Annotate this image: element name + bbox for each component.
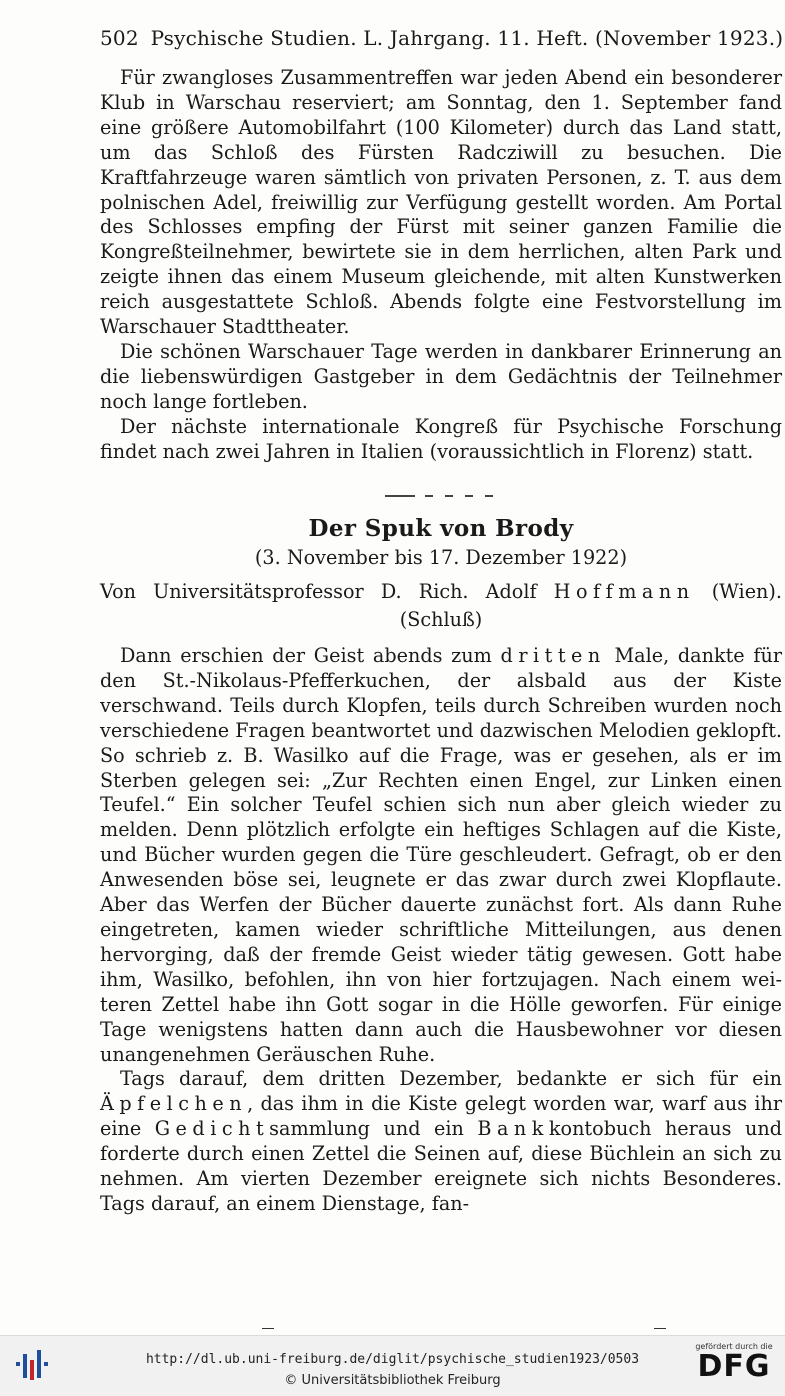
running-title: Psychische Studien. L. Jahrgang. 11. Heft. (November 1923.): [150, 26, 784, 50]
dfg-wordmark: DFG: [697, 1349, 771, 1384]
article-byline: [100, 580, 782, 603]
viewer-footer: [0, 1335, 785, 1396]
page-number: 502: [100, 26, 139, 50]
article-title: Der Spuk von Brody: [308, 515, 574, 542]
scan-mark: [262, 1328, 274, 1329]
paragraph: Tags darauf, dem dritten Dezember, bedankte er sich für ein Äpfelchen, das ihm in die Kiste gelegt worden war, warf aus ihr eine Gedichtsammlung und ein Bankkontobuch heraus und forderte durch einen Zettel die Seinen auf, diese Büchlein an sich zu nehmen. Am vierten Dezember ereignete sich nichts Besonderes. Tags darauf, an einem Dienstage, fan-: [100, 1067, 782, 1215]
source-url[interactable]: http://dl.ub.uni-freiburg.de/diglit/psychische_studien1923/0503: [145, 1352, 640, 1367]
scan-mark: [654, 1328, 666, 1329]
paragraph: Dann erschien der Geist abends zum dritten Male, dankte für den St.-Nikolaus-Pfefferkuchen, der alsbald aus der Kiste verschwand. Teils durch Klopfen, teils durch Schreiben wurden noch verschiedene Fragen beantwortet und dazwischen Melodien geklopft. So schrieb z. B. Wasilko auf die Frage, was er gesehen, als er im Sterben gelegen sei: „Zur Rechten einen Engel, zur Linken einen Teufel.“ Ein solcher Teufel schien sich nun aber gleich wieder zu melden. Denn plötzlich erfolgte ein heftiges Schlagen auf die Kiste, und Bücher wurden gegen die Türe geschleudert. Gefragt, ob er den Anwesenden böse sei, leugnete er das zwar durch zwei Klopflaute. Aber das Werfen der Bücher dauerte zunächst fort. Als dann Ruhe eingetreten, kamen wieder schriftliche Mitteilungen, aus denen hervorging, daß der fremde Geist wieder tätig gewesen. Gott habe ihm, Wasilko, befohlen, ihn von hier fortzujagen. Nach einem weiteren Zettel habe ihn Gott sogar in die Hölle geworfen. Für einige Tage wenigstens hatten dann auch die Hausbewohner vor diesen unangenehmen Geräuschen Ruhe.: [100, 644, 782, 1066]
article-dates: (3. November bis 17. Dezember 1922): [254, 546, 628, 569]
running-header: [100, 26, 784, 50]
copyright-notice: © Universitätsbibliothek Freiburg: [284, 1373, 501, 1388]
paragraph: Die schönen Warschauer Tage werden in dankbarer Erinnerung an die liebenswürdigen Gastgeber in dem Gedächtnis der Teilnehmer noch lange fortleben.: [100, 339, 782, 413]
continuation-note: (Schluß): [399, 608, 483, 631]
byline-suffix: (Wien).: [711, 580, 782, 603]
paragraph: Für zwangloses Zusammentreffen war jeden Abend ein besonderer Klub in Warschau reserviert; am Sonntag, den 1. September fand eine größere Automobilfahrt (100 Kilometer) durch das Land statt, um das Schloß des Fürsten Radcziwill zu besuchen. Die Kraftfahrzeuge waren sämtlich von privaten Personen, z. T. aus dem polnischen Adel, freiwillig zur Verfügung gestellt worden. Am Portal des Schlosses empfing der Fürst mit seiner ganzen Familie die Kongreßteilnehmer, bewirtete sie in dem herrlichen, alten Park und zeigte ihnen das einem Museum gleichende, mit alten Kunstwerken reich ausgestattete Schloß. Abends folgte eine Festvorstellung im Warschauer Stadttheater.: [100, 66, 782, 339]
article-body: [100, 644, 782, 1217]
byline-author: Hoffmann: [553, 580, 695, 603]
dfg-logo: [693, 1342, 775, 1392]
paragraph: Der nächste internationale Kongreß für Psychische Forschung findet nach zwei Jahren in Italien (voraussichtlich in Florenz) statt.: [100, 414, 782, 463]
byline-prefix: Von Universitätsprofessor D. Rich. Adolf: [100, 580, 537, 603]
sponsor-caption: gefördert durch die: [695, 1342, 773, 1351]
congress-report-text: [100, 66, 782, 465]
section-divider: [385, 495, 500, 497]
